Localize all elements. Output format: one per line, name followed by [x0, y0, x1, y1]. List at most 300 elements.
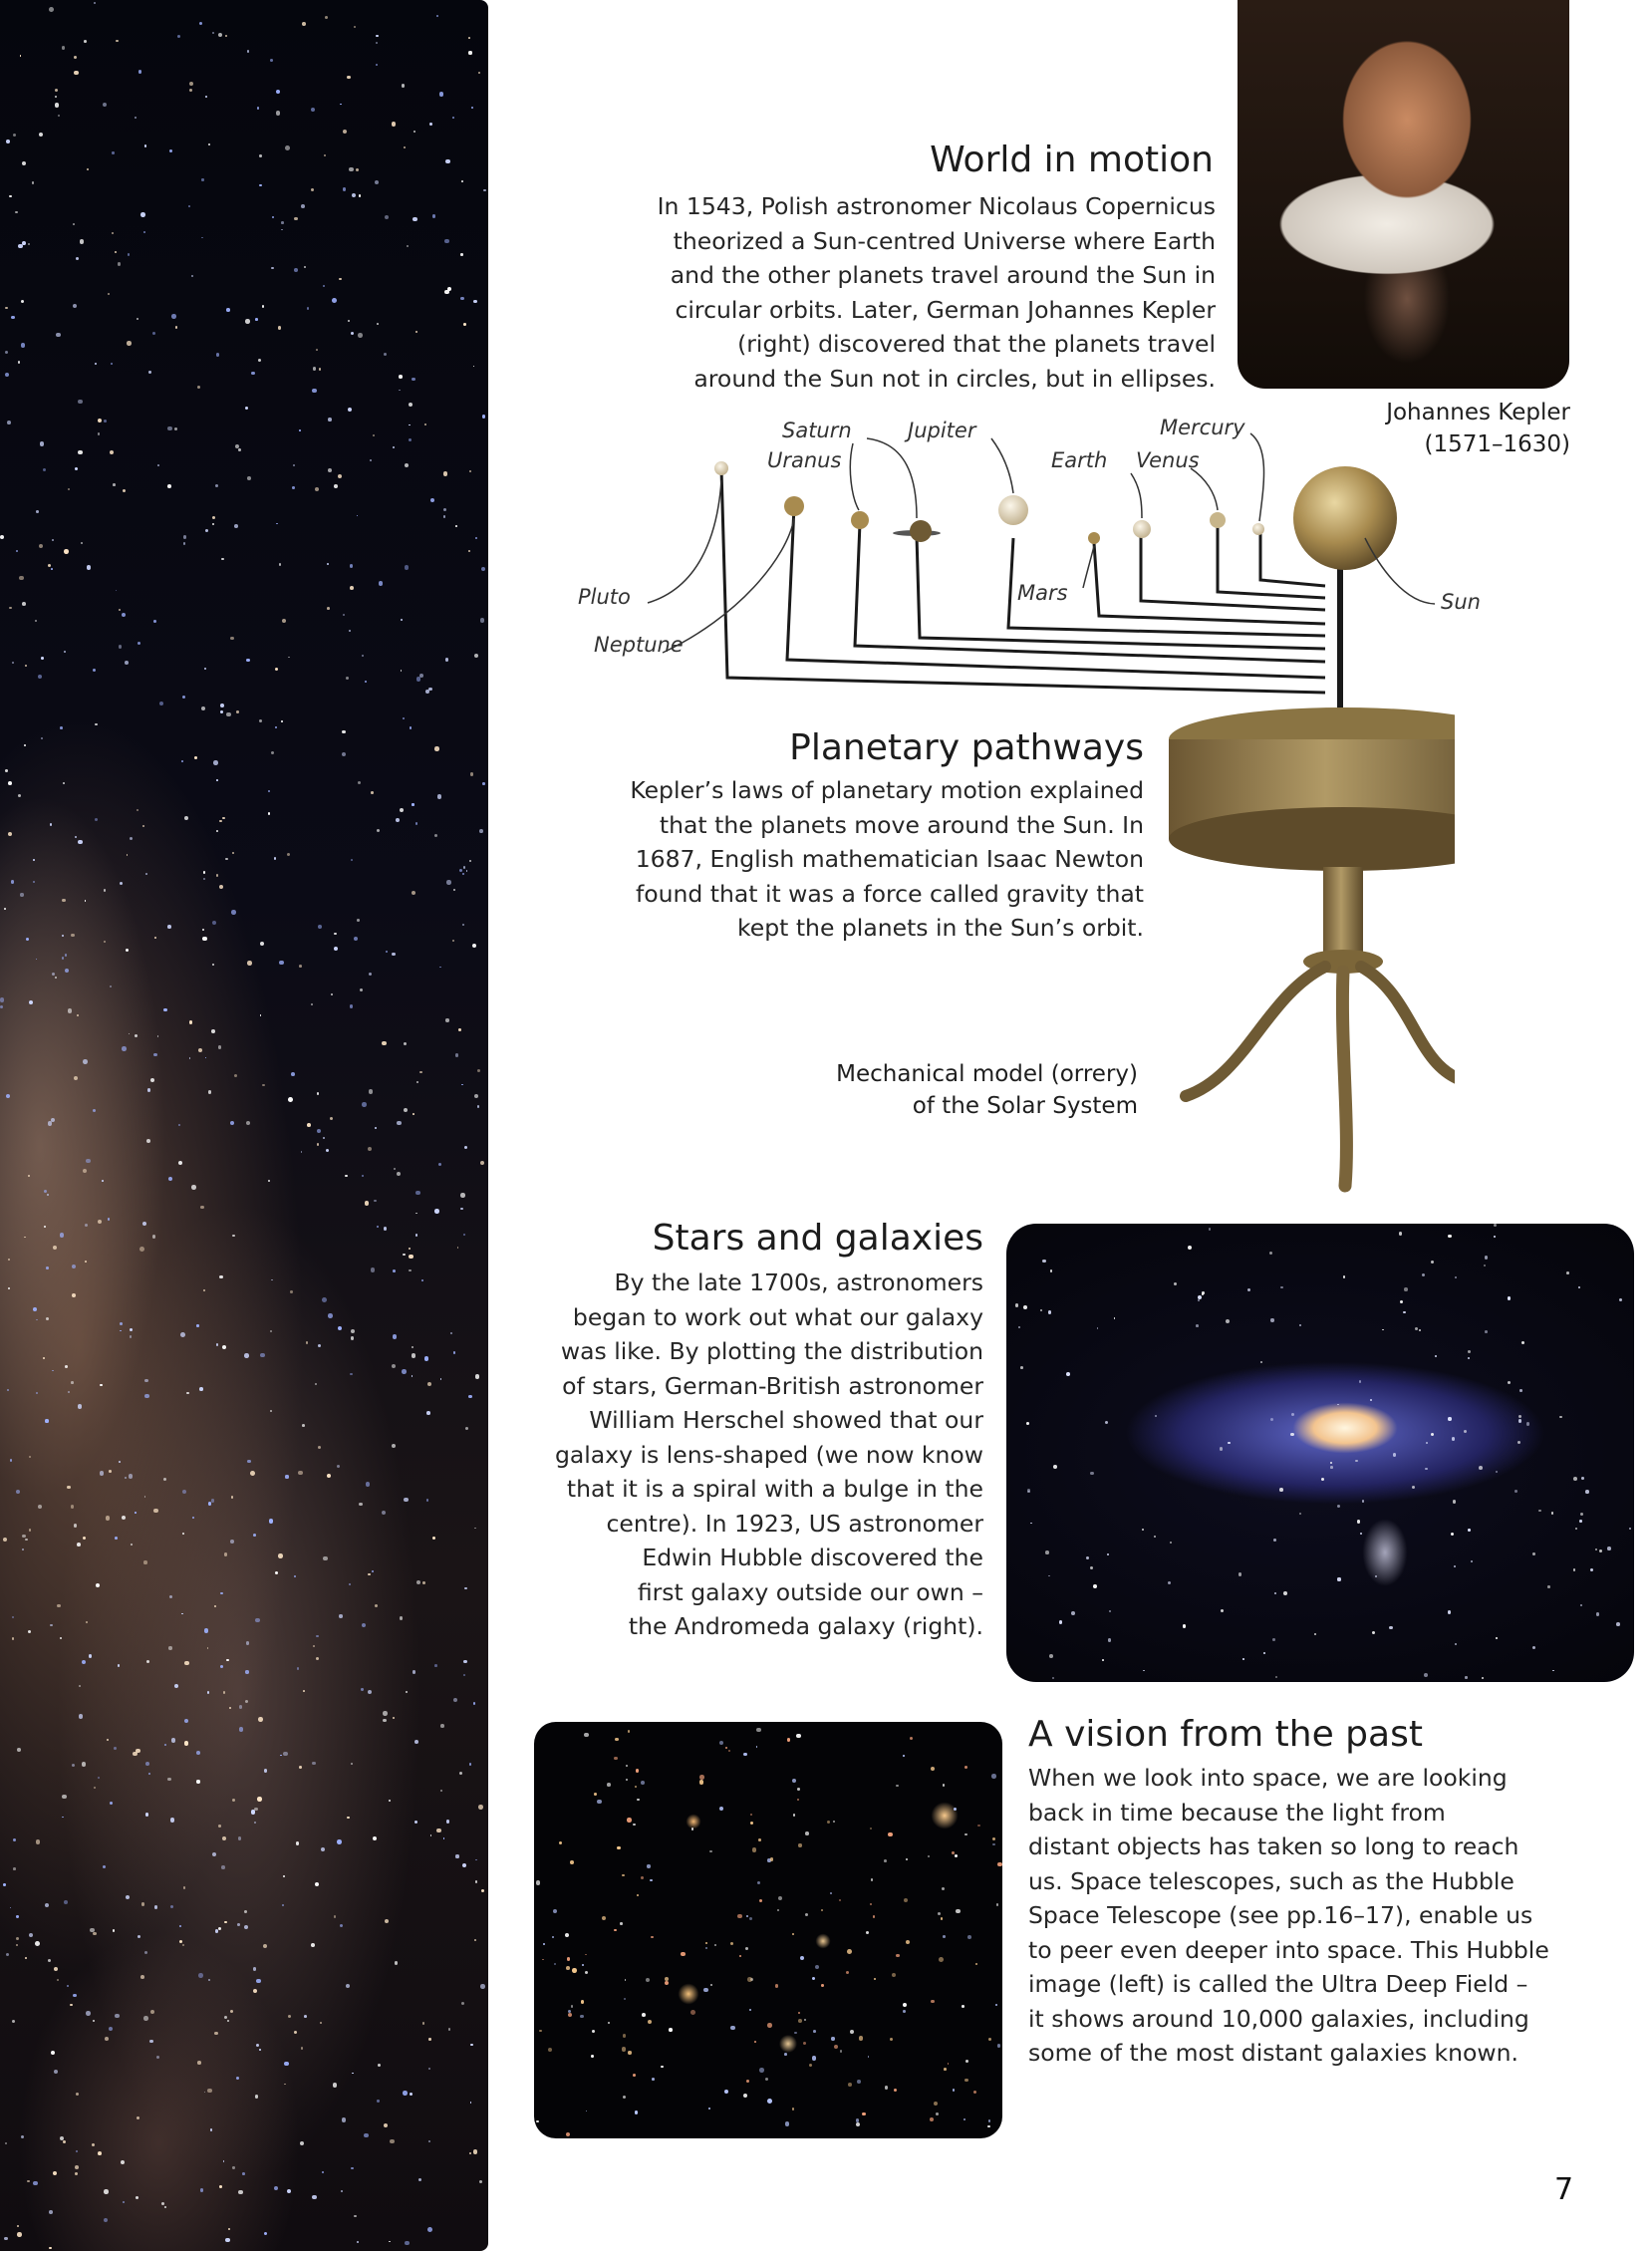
star-dot	[931, 1767, 935, 1771]
star-dot	[212, 32, 214, 34]
star-dot	[230, 1540, 234, 1544]
star-dot	[1468, 1529, 1471, 1532]
star-dot	[582, 1964, 584, 1966]
star-dot	[719, 1741, 723, 1745]
star-dot	[213, 760, 218, 765]
star-dot	[1239, 1572, 1241, 1575]
star-dot	[296, 1841, 300, 1845]
pluto-ball	[714, 461, 728, 475]
star-dot	[803, 2042, 806, 2045]
star-dot	[182, 1944, 184, 1946]
star-dot	[480, 618, 484, 622]
star-dot	[440, 1378, 442, 1380]
star-dot	[297, 1667, 300, 1670]
star-dot	[444, 290, 448, 294]
star-dot	[281, 229, 283, 231]
label-pluto: Pluto	[578, 585, 631, 609]
star-dot	[93, 1109, 96, 1112]
star-dot	[127, 854, 129, 856]
star-dot	[465, 1427, 468, 1430]
star-dot	[207, 2089, 212, 2094]
star-dot	[317, 1143, 320, 1146]
star-dot	[318, 1446, 321, 1449]
star-dot	[405, 2241, 410, 2246]
star-dot	[62, 957, 65, 960]
star-dot	[903, 1755, 905, 1757]
star-dot	[956, 1909, 961, 1914]
star-dot	[407, 245, 409, 247]
star-dot	[412, 378, 415, 382]
star-dot	[36, 1839, 40, 1843]
star-dot	[182, 1490, 186, 1494]
star-dot	[115, 2014, 120, 2019]
star-dot	[475, 1374, 479, 1378]
star-dot	[708, 2108, 710, 2110]
star-dot	[481, 1889, 484, 1892]
star-dot	[1168, 1581, 1171, 1584]
star-dot	[94, 2, 96, 4]
star-dot	[189, 82, 193, 86]
star-dot	[299, 429, 301, 431]
star-dot	[259, 154, 262, 157]
star-dot	[342, 752, 346, 756]
star-dot	[137, 809, 138, 811]
star-dot	[200, 2188, 203, 2191]
star-dot	[349, 167, 354, 172]
star-dot	[833, 1821, 835, 1823]
star-dot	[130, 837, 133, 840]
star-dot	[216, 779, 218, 781]
star-dot	[194, 756, 197, 759]
star-dot	[259, 2049, 261, 2051]
star-dot	[49, 2247, 51, 2249]
star-dot	[730, 1942, 734, 1946]
star-dot	[1314, 1633, 1316, 1635]
star-dot	[991, 1774, 996, 1779]
star-dot	[462, 924, 464, 926]
star-dot	[1494, 1236, 1496, 1238]
star-dot	[79, 1714, 84, 1719]
star-dot	[746, 2080, 749, 2083]
star-dot	[219, 820, 221, 822]
star-dot	[1090, 1472, 1093, 1475]
star-dot	[1209, 1228, 1211, 1230]
star-dot	[120, 882, 123, 885]
star-dot	[131, 1544, 133, 1546]
star-dot	[419, 1071, 421, 1073]
star-dot	[50, 1624, 52, 1626]
star-dot	[253, 1534, 256, 1537]
star-dot	[470, 2102, 472, 2104]
star-dot	[703, 1988, 707, 1992]
star-dot	[1360, 1533, 1362, 1535]
star-dot	[340, 104, 342, 106]
star-dot	[461, 1084, 463, 1086]
star-dot	[208, 1979, 210, 1981]
star-dot	[242, 2172, 245, 2175]
star-dot	[410, 2093, 413, 2096]
star-dot	[269, 1519, 273, 1523]
star-dot	[830, 1892, 832, 1894]
star-dot	[268, 790, 270, 792]
star-dot	[415, 331, 417, 333]
star-dot	[405, 565, 409, 569]
star-dot	[714, 1944, 716, 1946]
star-dot	[848, 2083, 852, 2087]
star-dot	[104, 2218, 108, 2222]
star-dot	[792, 1779, 796, 1783]
star-dot	[130, 1328, 133, 1331]
star-dot	[365, 681, 367, 683]
star-dot	[257, 107, 260, 110]
star-dot	[274, 857, 276, 859]
star-dot	[320, 2022, 322, 2024]
star-dot	[364, 2133, 368, 2137]
star-dot	[473, 2149, 478, 2154]
star-dot	[191, 275, 193, 277]
star-dot	[167, 1778, 170, 1781]
star-dot	[705, 1942, 707, 1944]
star-dot	[446, 1820, 449, 1823]
star-dot	[201, 706, 205, 710]
star-dot	[1496, 1637, 1498, 1639]
star-dot	[705, 1947, 707, 1949]
star-dot	[304, 2015, 307, 2018]
star-dot	[274, 2186, 278, 2190]
star-dot	[12, 1637, 15, 1640]
star-dot	[239, 1705, 243, 1709]
star-dot	[47, 1194, 49, 1196]
star-dot	[1027, 1491, 1029, 1493]
star-dot	[354, 2215, 357, 2218]
star-dot	[943, 1784, 945, 1786]
star-dot	[216, 874, 219, 877]
star-dot	[179, 1940, 182, 1943]
star-dot	[125, 661, 129, 665]
star-dot	[1247, 1288, 1250, 1291]
star-dot	[352, 193, 356, 197]
star-dot	[3, 1538, 7, 1542]
star-dot	[317, 1129, 321, 1133]
star-dot	[245, 407, 248, 410]
star-dot	[87, 168, 89, 170]
star-dot	[146, 1660, 149, 1663]
star-dot	[602, 1916, 606, 1920]
star-dot	[78, 400, 82, 404]
star-dot	[377, 323, 379, 325]
star-dot	[1375, 1575, 1377, 1577]
planetary-pathways-heading: Planetary pathways	[789, 727, 1144, 768]
star-dot	[63, 782, 65, 784]
star-dot	[434, 1209, 439, 1214]
star-dot	[341, 2190, 343, 2192]
star-dot	[38, 675, 42, 679]
star-dot	[1045, 1550, 1049, 1554]
star-dot	[278, 1553, 283, 1558]
star-dot	[98, 1220, 102, 1224]
star-dot	[427, 2227, 432, 2232]
star-dot	[1451, 1533, 1454, 1536]
star-dot	[307, 1123, 311, 1127]
star-dot	[1279, 1488, 1283, 1492]
star-dot	[1393, 1453, 1396, 1456]
star-dot	[903, 2003, 907, 2007]
star-dot	[282, 619, 287, 624]
star-dot	[903, 2010, 906, 2013]
star-dot	[1052, 1677, 1054, 1679]
star-dot	[345, 1175, 347, 1177]
star-dot	[143, 1560, 146, 1563]
star-dot	[1269, 1252, 1272, 1255]
star-dot	[43, 1357, 45, 1359]
star-dot	[245, 319, 249, 323]
star-dot	[281, 221, 284, 224]
star-dot	[349, 630, 351, 632]
star-dot	[232, 852, 234, 854]
star-dot	[276, 523, 278, 525]
star-dot	[256, 1979, 261, 1984]
star-dot	[65, 954, 68, 957]
star-dot	[257, 1797, 261, 1801]
star-dot	[1518, 1415, 1521, 1418]
star-dot	[585, 1971, 588, 1974]
star-dot	[767, 2023, 772, 2028]
star-dot	[624, 1998, 626, 2000]
star-dot	[647, 1864, 650, 1867]
star-dot	[371, 1267, 376, 1272]
star-dot	[641, 1876, 644, 1879]
star-dot	[271, 267, 273, 269]
star-dot	[462, 1863, 466, 1867]
star-dot	[119, 1461, 121, 1463]
star-dot	[346, 677, 349, 680]
label-mars: Mars	[1017, 581, 1068, 605]
star-dot	[184, 1661, 189, 1666]
star-dot	[303, 1690, 305, 1692]
star-dot	[553, 1909, 557, 1913]
star-dot	[74, 1076, 79, 1081]
star-dot	[198, 1973, 203, 1978]
star-dot	[168, 1177, 172, 1181]
star-dot	[196, 1780, 199, 1783]
star-dot	[942, 1887, 945, 1890]
orrery-base	[1169, 707, 1455, 1186]
star-dot	[255, 2095, 258, 2098]
star-dot	[1454, 1565, 1456, 1567]
star-dot	[299, 965, 302, 968]
star-dot	[351, 859, 353, 861]
star-dot	[617, 1846, 620, 1849]
star-dot	[290, 1290, 293, 1293]
star-dot	[362, 1623, 366, 1627]
star-dot	[641, 1781, 645, 1785]
star-dot	[1389, 1626, 1393, 1630]
star-dot	[27, 2180, 30, 2183]
star-dot	[812, 1977, 816, 1981]
star-dot	[1453, 1500, 1456, 1503]
star-dot	[539, 2030, 541, 2032]
star-dot	[1337, 1404, 1339, 1406]
star-dot	[235, 444, 239, 448]
star-dot	[164, 1744, 166, 1746]
star-dot	[178, 1161, 182, 1165]
star-dot	[109, 1470, 112, 1473]
star-dot	[354, 26, 356, 28]
star-dot	[226, 1659, 229, 1662]
star-dot	[55, 103, 59, 107]
star-dot	[157, 464, 159, 466]
star-dot	[571, 2005, 573, 2007]
star-dot	[104, 420, 107, 422]
star-dot	[197, 386, 200, 389]
star-dot	[98, 2151, 102, 2155]
star-dot	[45, 1903, 49, 1907]
star-dot	[0, 535, 4, 539]
star-dot	[122, 1516, 126, 1520]
star-dot	[409, 438, 412, 441]
star-dot	[890, 2038, 893, 2041]
star-dot	[322, 1297, 327, 1302]
star-dot	[214, 1605, 216, 1607]
star-dot	[669, 2028, 673, 2032]
star-dot	[358, 333, 363, 338]
star-dot	[445, 1018, 448, 1021]
star-dot	[483, 189, 485, 191]
star-dot	[270, 59, 273, 62]
star-dot	[988, 2119, 991, 2122]
star-dot	[356, 168, 359, 171]
star-dot	[992, 1843, 995, 1846]
star-dot	[115, 1537, 118, 1540]
star-dot	[474, 1528, 476, 1530]
star-dot	[306, 1341, 309, 1344]
star-dot	[460, 297, 463, 300]
star-dot	[384, 1227, 388, 1231]
star-dot	[95, 363, 97, 365]
star-dot	[96, 1583, 100, 1587]
star-dot	[1566, 1271, 1569, 1274]
star-dot	[218, 1045, 222, 1049]
star-dot	[1596, 1612, 1600, 1616]
star-dot	[25, 665, 27, 667]
star-dot	[614, 1757, 618, 1761]
star-dot	[5, 373, 9, 377]
star-dot	[24, 744, 26, 746]
star-dot	[767, 2099, 772, 2104]
star-dot	[409, 1255, 413, 1259]
star-dot	[110, 1802, 113, 1805]
star-dot	[400, 1616, 403, 1619]
star-dot	[389, 1800, 391, 1802]
star-dot	[39, 133, 43, 137]
star-dot	[365, 1201, 370, 1206]
star-dot	[287, 853, 290, 856]
star-dot	[866, 1931, 869, 1934]
star-dot	[48, 1959, 51, 1962]
star-dot	[1517, 1441, 1520, 1444]
star-dot	[126, 1895, 130, 1899]
star-dot	[378, 2064, 382, 2068]
star-dot	[152, 1235, 156, 1239]
star-dot	[409, 1269, 412, 1272]
star-dot	[463, 866, 466, 869]
star-dot	[107, 1739, 109, 1741]
star-dot	[327, 563, 329, 565]
star-dot	[943, 1935, 946, 1938]
star-dot	[627, 1818, 631, 1822]
star-dot	[1485, 1256, 1489, 1260]
star-dot	[82, 1660, 86, 1664]
star-dot	[357, 2241, 359, 2243]
star-dot	[453, 1351, 455, 1353]
star-dot	[46, 1317, 49, 1320]
star-dot	[184, 1741, 189, 1746]
star-dot	[157, 1035, 159, 1037]
star-dot	[710, 1984, 712, 1986]
star-dot	[234, 1074, 237, 1077]
star-dot	[114, 1747, 117, 1750]
star-dot	[460, 1193, 464, 1197]
star-dot	[6, 1094, 10, 1098]
star-dot	[302, 1424, 305, 1427]
star-dot	[434, 746, 438, 750]
star-dot	[856, 2118, 859, 2121]
star-dot	[115, 251, 117, 253]
star-dot	[1280, 1286, 1283, 1289]
star-dot	[36, 1319, 38, 1321]
star-dot	[264, 2232, 268, 2236]
star-dot	[118, 1664, 121, 1667]
star-dot	[36, 959, 38, 961]
star-dot	[1053, 1465, 1057, 1469]
star-dot	[480, 1984, 485, 1989]
star-dot	[33, 859, 35, 861]
star-dot	[141, 1902, 144, 1905]
star-dot	[28, 1630, 31, 1633]
star-dot	[426, 1499, 429, 1502]
star-dot	[123, 2201, 125, 2203]
star-dot	[52, 539, 54, 541]
star-dot	[135, 1512, 137, 1514]
star-dot	[458, 1028, 461, 1031]
star-dot	[264, 1769, 267, 1772]
star-dot	[140, 212, 145, 217]
star-dot	[343, 130, 347, 134]
star-dot	[84, 40, 87, 43]
star-dot	[161, 2202, 164, 2205]
star-dot	[459, 869, 462, 872]
star-dot	[597, 1800, 601, 1804]
star-dot	[259, 719, 262, 722]
star-dot	[147, 1088, 151, 1092]
star-dot	[54, 1967, 58, 1971]
star-dot	[749, 2009, 751, 2011]
star-dot	[424, 423, 426, 425]
star-dot	[424, 1356, 429, 1361]
star-dot	[20, 55, 22, 57]
star-dot	[452, 940, 454, 942]
star-dot	[469, 470, 472, 473]
star-dot	[271, 751, 274, 754]
star-dot	[1532, 1552, 1535, 1555]
star-dot	[1431, 1261, 1434, 1264]
star-dot	[1412, 1486, 1415, 1489]
star-dot	[1290, 1433, 1294, 1437]
star-dot	[128, 253, 130, 255]
star-dot	[74, 1524, 78, 1528]
star-dot	[1415, 1327, 1418, 1330]
star-dot	[228, 2228, 230, 2230]
